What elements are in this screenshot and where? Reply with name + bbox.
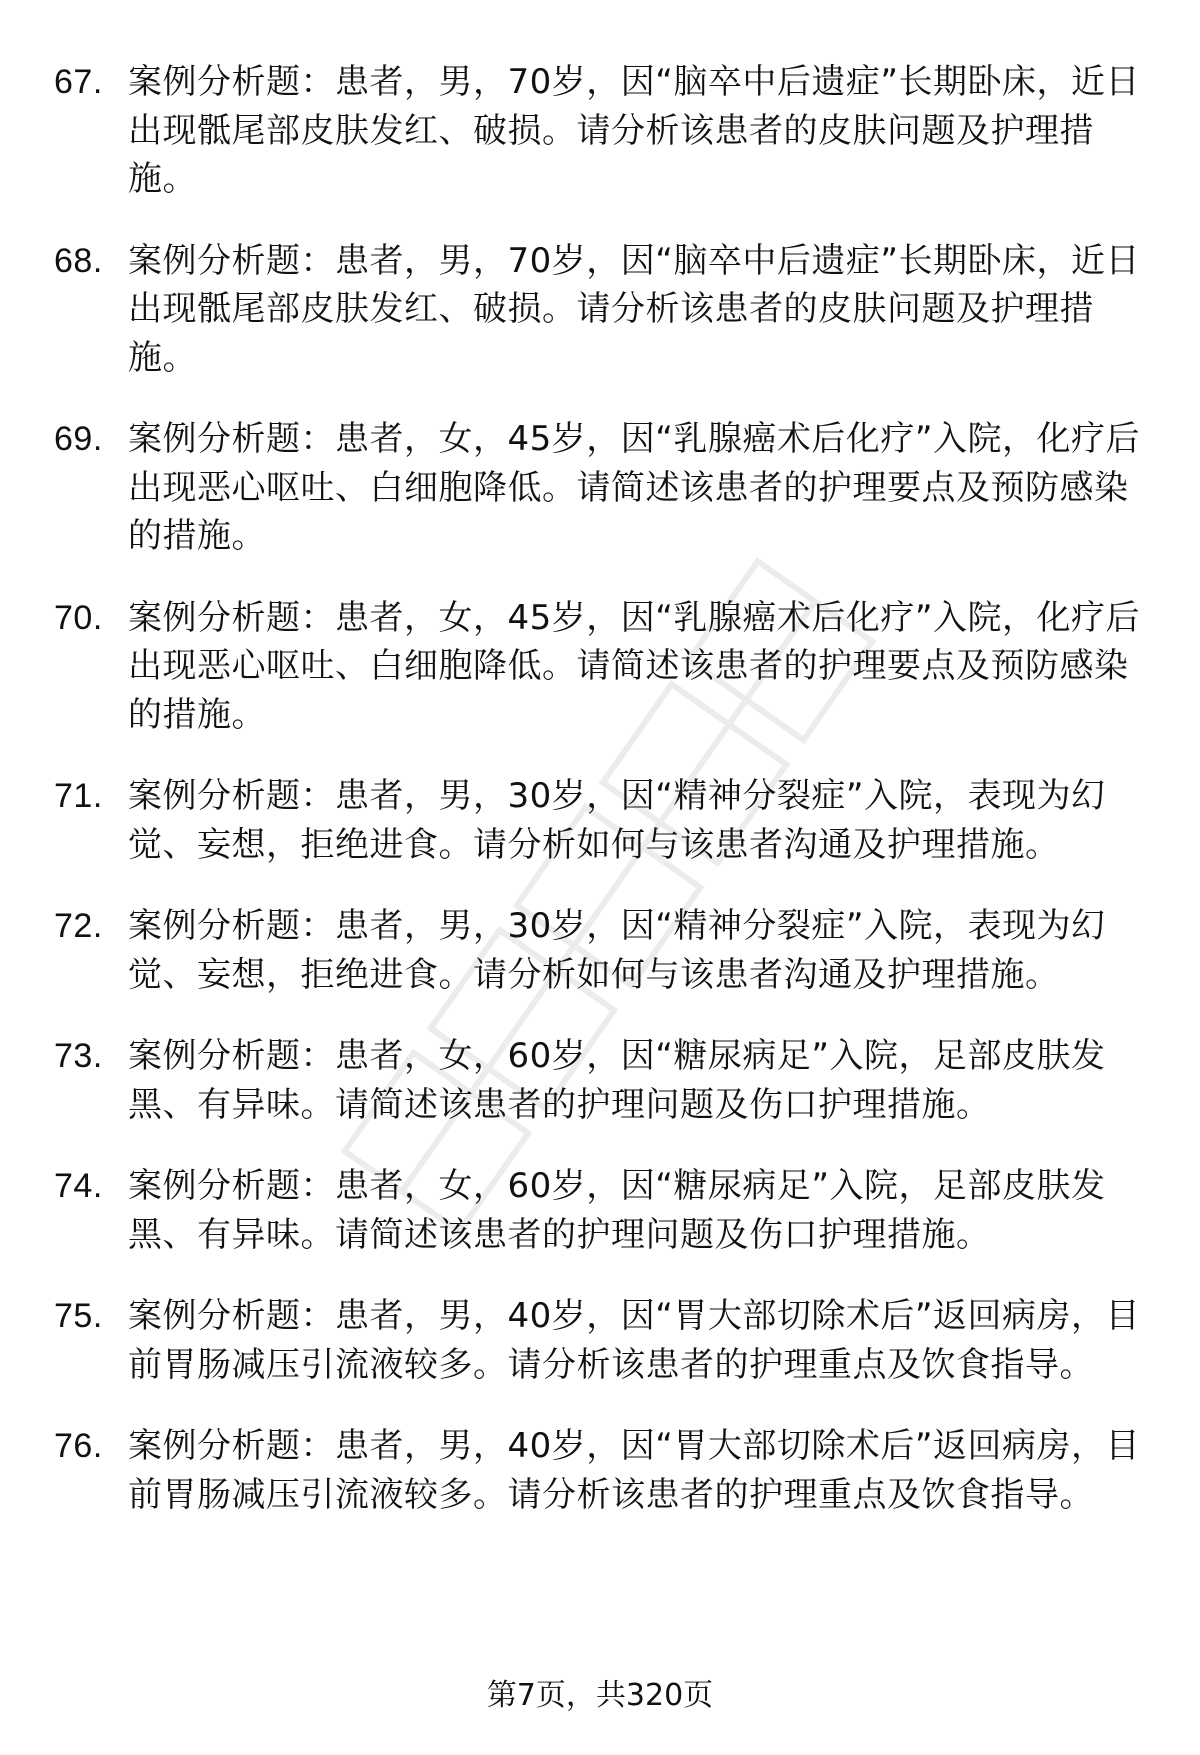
question-text: 案例分析题：患者，男，30岁，因“精神分裂症”入院，表现为幻觉、妄想，拒绝进食。请分析如何与该患者沟通及护理措施。 xyxy=(128,906,1106,995)
question-text: 案例分析题：患者，男，70岁，因“脑卒中后遗症”长期卧床，近日出现骶尾部皮肤发红、破损。请分析该患者的皮肤问题及护理措施。 xyxy=(128,62,1140,199)
question-text: 案例分析题：患者，男，40岁，因“胃大部切除术后”返回病房，目前胃肠减压引流液较多。请分析该患者的护理重点及饮食指导。 xyxy=(128,1296,1140,1385)
question-item xyxy=(0,58,1200,204)
question-item xyxy=(0,594,1200,740)
question-text: 案例分析题：患者，女，60岁，因“糖尿病足”入院，足部皮肤发黑、有异味。请简述该患者的护理问题及伤口护理措施。 xyxy=(128,1036,1106,1125)
question-item xyxy=(0,415,1200,561)
question-number: 75. xyxy=(54,1297,103,1335)
question-number: 74. xyxy=(54,1167,103,1205)
question-text: 案例分析题：患者，男，70岁，因“脑卒中后遗症”长期卧床，近日出现骶尾部皮肤发红、破损。请分析该患者的皮肤问题及护理措施。 xyxy=(128,240,1140,378)
question-item xyxy=(0,1292,1200,1389)
question-item xyxy=(0,1162,1200,1259)
question-item xyxy=(0,1422,1200,1519)
question-number: 67. xyxy=(54,63,103,101)
question-text: 案例分析题：患者，女，60岁，因“糖尿病足”入院，足部皮肤发黑、有异味。请简述该患者的护理问题及伤口护理措施。 xyxy=(128,1166,1106,1255)
question-text: 案例分析题：患者，女，45岁，因“乳腺癌术后化疗”入院，化疗后出现恶心呕吐、白细胞降低。请简述该患者的护理要点及预防感染的措施。 xyxy=(128,419,1140,556)
question-number: 70. xyxy=(54,598,103,637)
page-number-label: 第7页，共320页 xyxy=(486,1678,714,1713)
question-text: 案例分析题：患者，男，40岁，因“胃大部切除术后”返回病房，目前胃肠减压引流液较多。请分析该患者的护理重点及饮食指导。 xyxy=(128,1426,1140,1515)
question-text: 案例分析题：患者，女，45岁，因“乳腺癌术后化疗”入院，化疗后出现恶心呕吐、白细胞降低。请简述该患者的护理要点及预防感染的措施。 xyxy=(128,597,1140,735)
page-footer xyxy=(0,1676,1200,1716)
question-number: 73. xyxy=(54,1037,103,1075)
question-text: 案例分析题：患者，男，30岁，因“精神分裂症”入院，表现为幻觉、妄想，拒绝进食。请分析如何与该患者沟通及护理措施。 xyxy=(128,776,1106,865)
question-item xyxy=(0,902,1200,999)
question-number: 69. xyxy=(54,420,103,458)
question-number: 72. xyxy=(54,907,103,945)
question-list xyxy=(0,58,1200,1552)
question-number: 71. xyxy=(54,777,103,815)
question-item xyxy=(0,1032,1200,1129)
question-item xyxy=(0,772,1200,869)
question-number: 68. xyxy=(54,241,103,280)
question-item xyxy=(0,237,1200,383)
question-number: 76. xyxy=(54,1427,103,1465)
